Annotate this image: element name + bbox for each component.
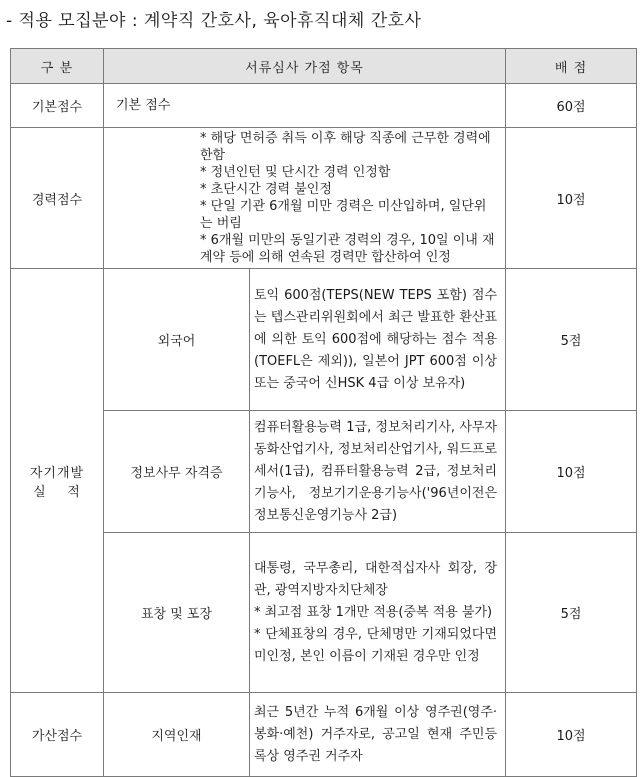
sub-award: 표창 및 포장 xyxy=(104,533,250,693)
document-screening-table xyxy=(10,48,637,777)
category-self-development: 자기개발 실 적 xyxy=(11,269,104,693)
award-eligible: 대통령, 국무총리, 대한적십자사 회장, 장관, 광역지방자치단체장 xyxy=(254,560,498,598)
table-row-basic xyxy=(11,84,637,128)
table-row-award xyxy=(11,533,637,693)
recruitment-field-title: - 적용 모집분야 : 계약직 간호사, 육아휴직대체 간호사 xyxy=(6,11,422,31)
career-rule-4: * 단일 기관 6개월 미만 경력은 미산입하며, 일단위는 버림 xyxy=(200,199,487,231)
award-rule-2: * 단체표창의 경우, 단체명만 기재되었다면 미인정, 본인 이름이 기재된 경우만 인정 xyxy=(254,626,498,664)
score-bonus: 10점 xyxy=(506,693,637,777)
sub-foreign-language: 외국어 xyxy=(104,269,250,411)
table-header-row xyxy=(11,49,637,84)
score-foreign-language: 5점 xyxy=(506,269,637,411)
category-basic: 기본점수 xyxy=(11,84,104,128)
score-career: 10점 xyxy=(506,128,637,269)
award-rule-1: * 최고점 표창 1개만 적용(중복 적용 불가) xyxy=(254,604,493,620)
category-bonus: 가산점수 xyxy=(11,693,104,777)
table-row-bonus xyxy=(11,693,637,777)
header-items: 서류심사 가점 항목 xyxy=(104,49,506,84)
table-row-info-cert xyxy=(11,411,637,533)
career-rule-1: * 해당 면허증 취득 이후 해당 직종에 근무한 경력에 한함 xyxy=(200,131,491,163)
header-score: 배 점 xyxy=(506,49,637,84)
score-info-certificate: 10점 xyxy=(506,411,637,533)
score-award: 5점 xyxy=(506,533,637,693)
table-row-career xyxy=(11,128,637,269)
sub-info-certificate: 정보사무 자격증 xyxy=(104,411,250,533)
category-career: 경력점수 xyxy=(11,128,104,269)
career-rule-5: * 6개월 미만의 동일기관 경력의 경우, 10일 이내 재계약 등에 의해 연속된 경력만 합산하여 인정 xyxy=(200,233,495,265)
foreign-language-text: 토익 600점(TEPS(NEW TEPS 포함) 점수는 텝스관리위원회에서 최근 발표한 환산표에 의한 토익 600점에 해당하는 점수 적용(TOEFL은 제외)), 일본어 JPT 600점 이상 또는 중국어 신HSK 4급 이상 보유자) xyxy=(250,269,506,411)
header-category: 구 분 xyxy=(11,49,104,84)
basic-score-text: 기본 점수 xyxy=(104,84,506,128)
info-certificate-text: 컴퓨터활용능력 1급, 정보처리기사, 사무자동화산업기사, 정보처리산업기사, 워드프로세서(1급), 컴퓨터활용능력 2급, 정보처리기능사, 정보기기운용기능사('96년이전은 정보통신운영기능사 2급) xyxy=(250,411,506,533)
table-row-foreign-language xyxy=(11,269,637,411)
career-rules xyxy=(104,128,506,269)
score-basic: 60점 xyxy=(506,84,637,128)
career-rule-2: * 정년인턴 및 단시간 경력 인정함 xyxy=(200,165,391,180)
sub-local-talent: 지역인재 xyxy=(104,693,250,777)
career-rule-3: * 초단시간 경력 불인정 xyxy=(200,182,332,197)
award-text xyxy=(250,533,506,693)
local-talent-text: 최근 5년간 누적 6개월 이상 영주권(영주·봉화·예천) 거주자로, 공고일 현재 주민등록상 영주권 거주자 xyxy=(250,693,506,777)
